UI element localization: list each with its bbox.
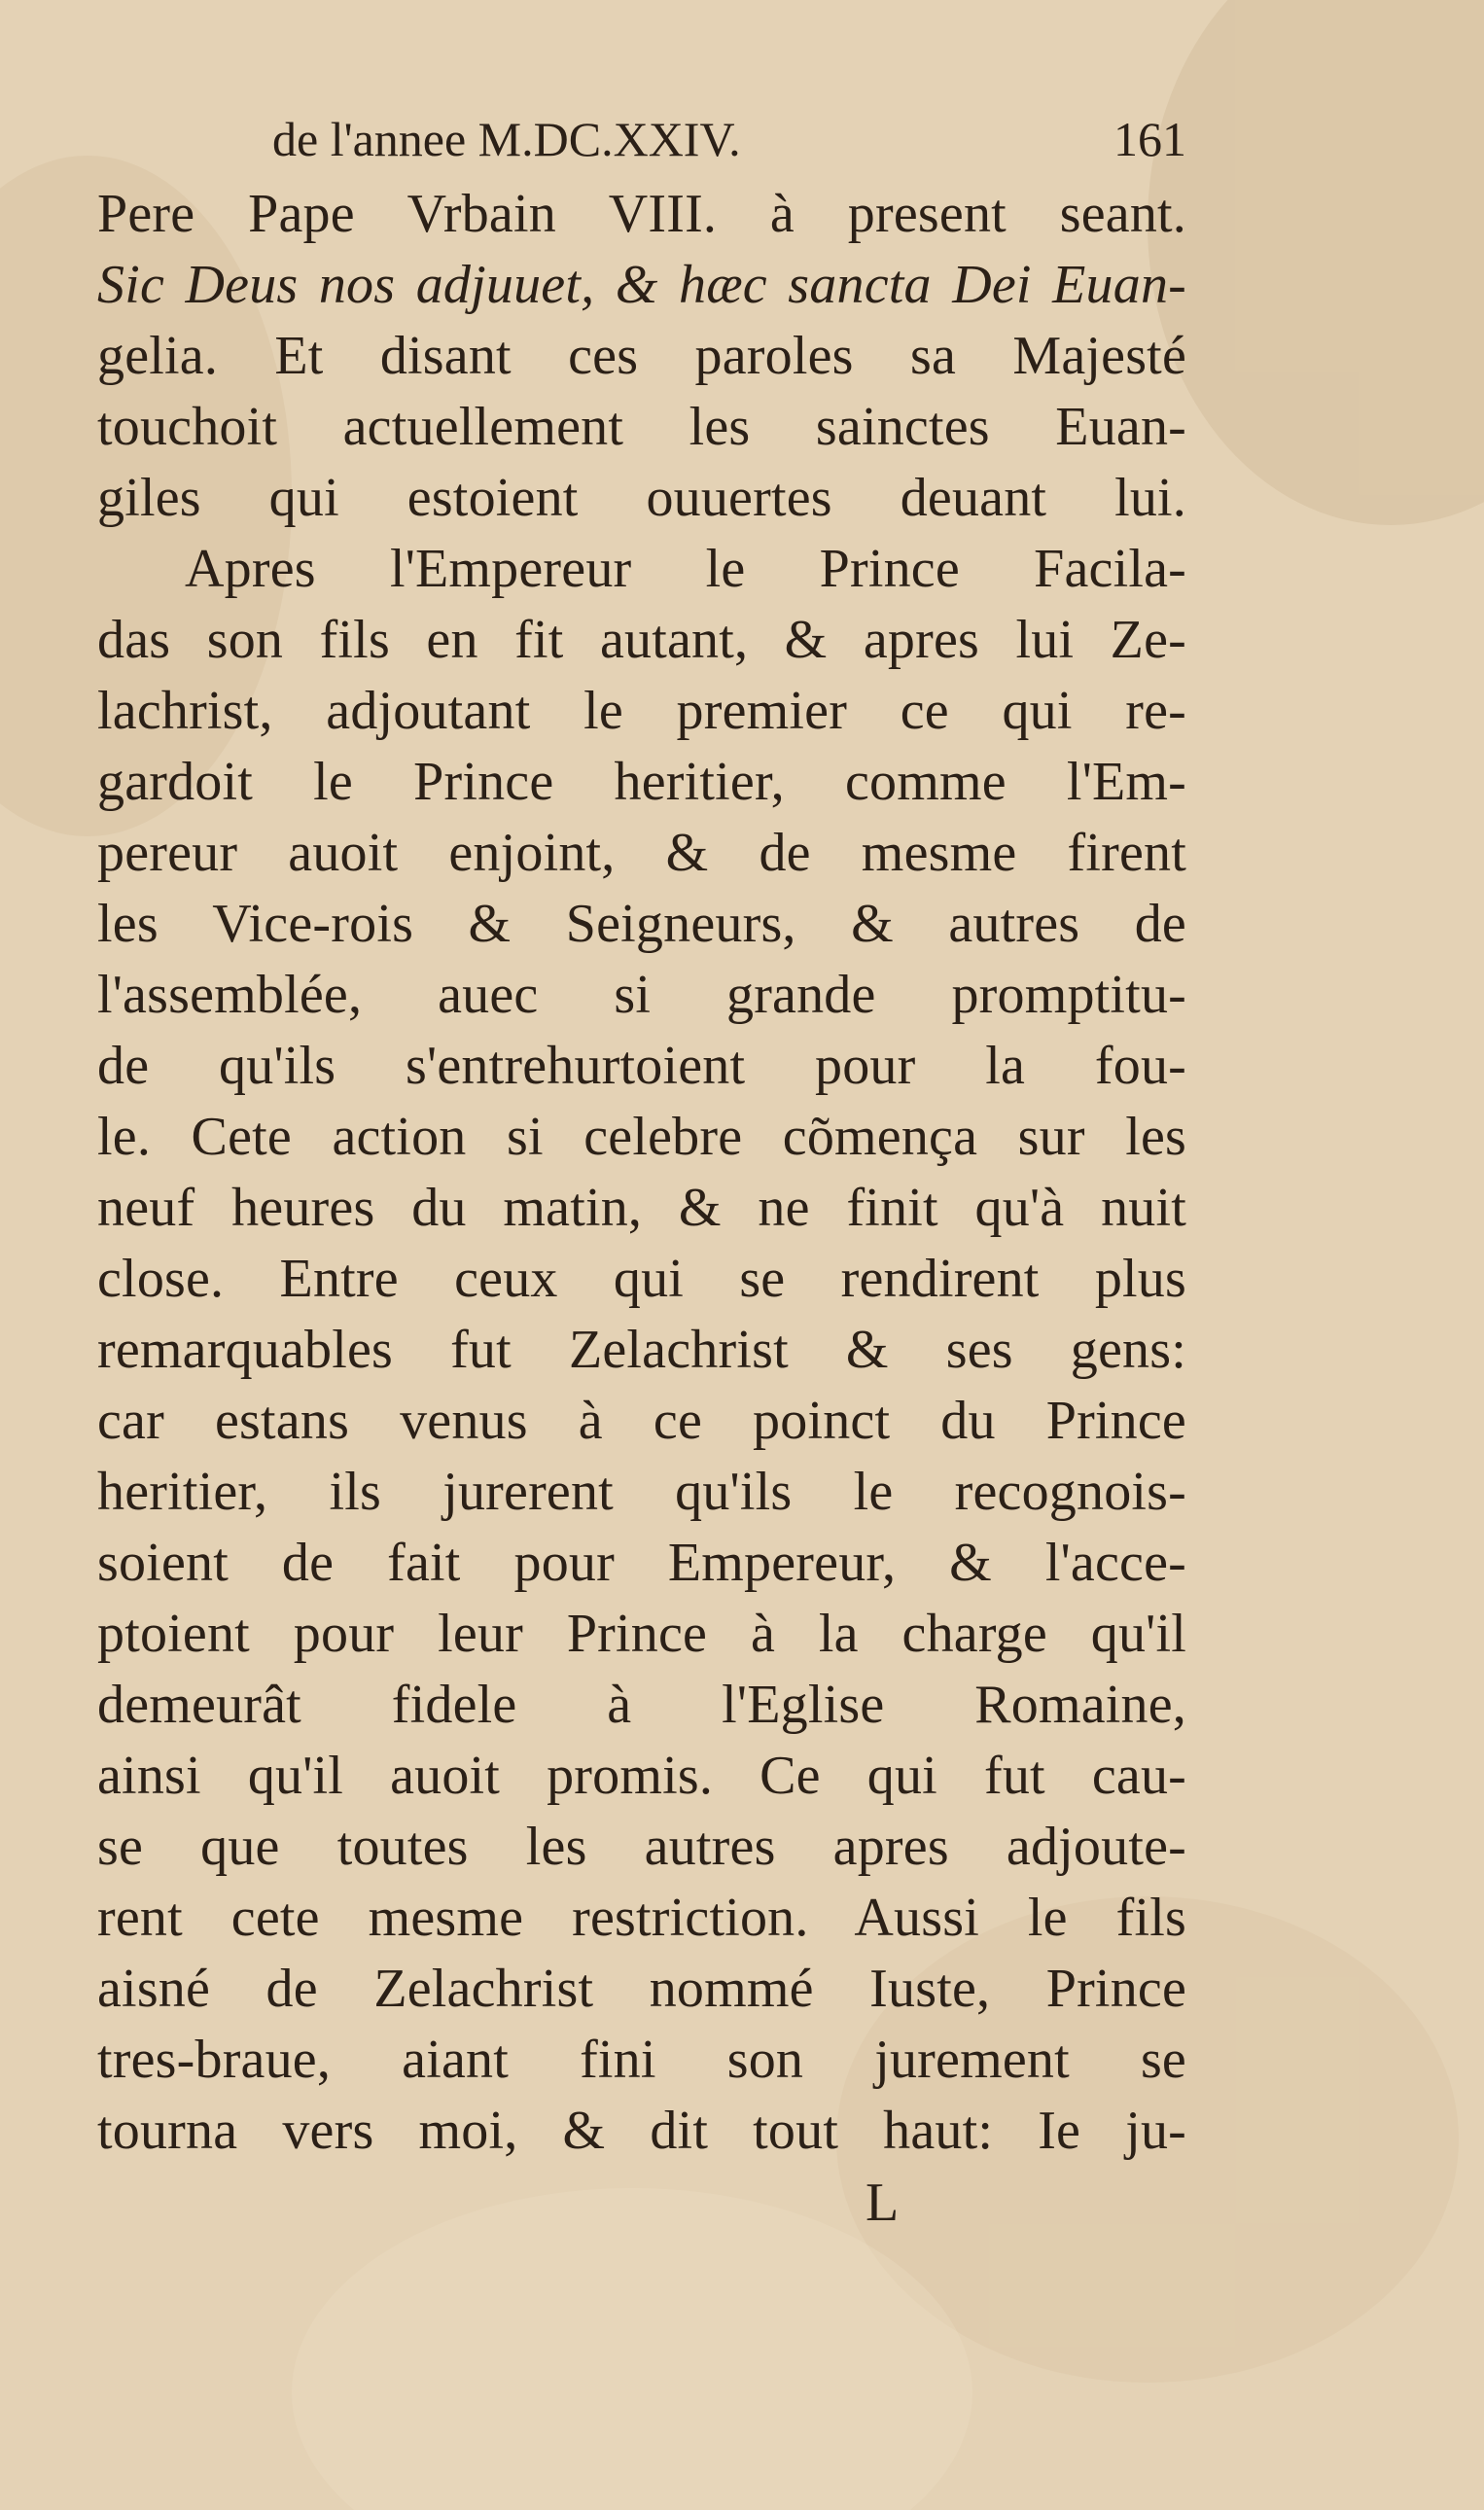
text-line: soient de fait pour Empereur, & l'acce- xyxy=(97,1533,1186,1593)
text-line: rent cete mesme restriction. Aussi le fils xyxy=(97,1888,1186,1948)
text-line: ainsi qu'il auoit promis. Ce qui fut cau- xyxy=(97,1746,1186,1806)
text-line: Pere Pape Vrbain VIII. à present seant. xyxy=(97,184,1186,244)
text-line: aisné de Zelachrist nommé Iuste, Prince xyxy=(97,1959,1186,2019)
text-line: lachrist, adjoutant le premier ce qui re- xyxy=(97,681,1186,741)
text-line: das son fils en fit autant, & apres lui Ze- xyxy=(97,610,1186,670)
text-line: Sic Deus nos adjuuet, & hæc sancta Dei Euan- xyxy=(97,255,1186,315)
text-line: le. Cete action si celebre cõmença sur les xyxy=(97,1107,1186,1167)
text-line: car estans venus à ce poinct du Prince xyxy=(97,1391,1186,1451)
paper-stain xyxy=(1148,0,1484,525)
text-line: gelia. Et disant ces paroles sa Majesté xyxy=(97,326,1186,386)
text-line: de qu'ils s'entrehurtoient pour la fou- xyxy=(97,1036,1186,1096)
text-line: pereur auoit enjoint, & de mesme firent xyxy=(97,823,1186,883)
text-line: Apres l'Empereur le Prince Facila- xyxy=(185,539,1186,599)
running-head xyxy=(97,99,1186,179)
text-line: tourna vers moi, & dit tout haut: Ie ju- xyxy=(97,2101,1186,2161)
text-line: se que toutes les autres apres adjoute- xyxy=(97,1817,1186,1877)
text-line: ptoient pour leur Prince à la charge qu'il xyxy=(97,1604,1186,1664)
running-title: de l'annee M.DC.XXIV. xyxy=(272,112,741,166)
text-line: l'assemblée, auec si grande promptitu- xyxy=(97,965,1186,1025)
text-line: les Vice-rois & Seigneurs, & autres de xyxy=(97,894,1186,954)
text-line: remarquables fut Zelachrist & ses gens: xyxy=(97,1320,1186,1380)
text-line: heritier, ils jurerent qu'ils le recognois- xyxy=(97,1462,1186,1522)
text-line: neuf heures du matin, & ne finit qu'à nuit xyxy=(97,1178,1186,1238)
text-line: tres-braue, aiant fini son jurement se xyxy=(97,2030,1186,2090)
text-line: gardoit le Prince heritier, comme l'Em- xyxy=(97,752,1186,812)
text-line: giles qui estoient ouuertes deuant lui. xyxy=(97,468,1186,528)
text-line: demeurât fidele à l'Eglise Romaine, xyxy=(97,1675,1186,1735)
page-number: 161 xyxy=(1113,112,1186,166)
text-line: touchoit actuellement les sainctes Euan- xyxy=(97,397,1186,457)
catchword: L xyxy=(866,2173,900,2233)
text-line: close. Entre ceux qui se rendirent plus xyxy=(97,1249,1186,1309)
page-text-block xyxy=(97,99,1186,2237)
